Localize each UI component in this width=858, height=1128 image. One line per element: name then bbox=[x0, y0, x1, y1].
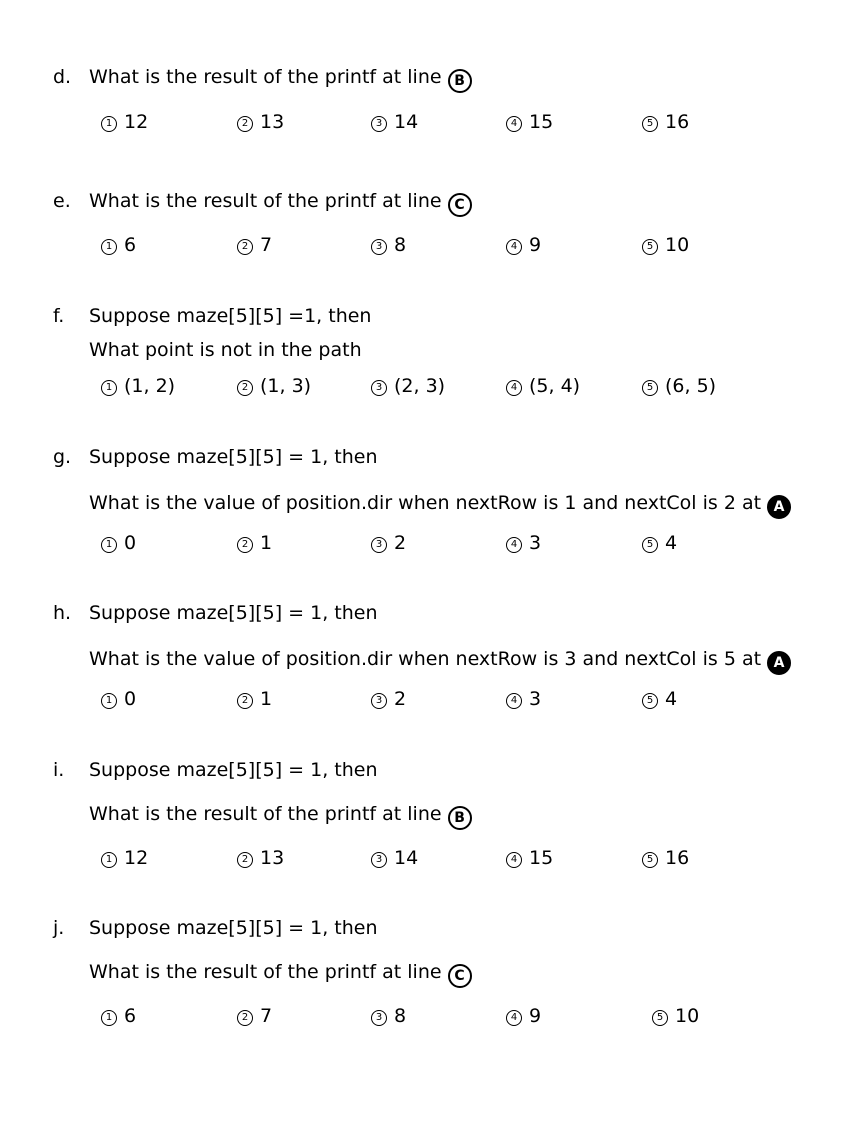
question-text: What is the result of the printf at line B bbox=[89, 65, 472, 93]
question-subtext: What is the value of position.dir when nextRow is 1 and nextCol is 2 at A bbox=[89, 491, 791, 519]
option-2[interactable]: 2 1 bbox=[237, 531, 272, 555]
option-2[interactable]: 2 13 bbox=[237, 846, 284, 870]
option-2[interactable]: 2 1 bbox=[237, 687, 272, 711]
question-text: Suppose maze[5][5] = 1, then bbox=[89, 602, 378, 624]
question-text: Suppose maze[5][5] =1, then bbox=[89, 305, 372, 327]
option-1[interactable]: 1 (1, 2) bbox=[101, 374, 175, 398]
option-1[interactable]: 1 6 bbox=[101, 233, 136, 257]
line-marker-icon: C bbox=[448, 964, 472, 988]
option-5[interactable]: 5 4 bbox=[642, 531, 677, 555]
option-1[interactable]: 1 0 bbox=[101, 531, 136, 555]
line-marker-icon: A bbox=[767, 651, 791, 675]
question-label: j. bbox=[53, 917, 65, 939]
option-5[interactable]: 5 (6, 5) bbox=[642, 374, 716, 398]
question-label: g. bbox=[53, 446, 72, 468]
option-3[interactable]: 3 2 bbox=[371, 531, 406, 555]
question-label: h. bbox=[53, 602, 72, 624]
option-4[interactable]: 4 9 bbox=[506, 233, 541, 257]
option-5[interactable]: 5 10 bbox=[652, 1004, 699, 1028]
option-4[interactable]: 4 15 bbox=[506, 846, 553, 870]
question-subtext: What is the result of the printf at line C bbox=[89, 960, 472, 988]
option-5[interactable]: 5 16 bbox=[642, 110, 689, 134]
option-4[interactable]: 4 9 bbox=[506, 1004, 541, 1028]
option-4[interactable]: 4 (5, 4) bbox=[506, 374, 580, 398]
option-2[interactable]: 2 7 bbox=[237, 233, 272, 257]
question-label: d. bbox=[53, 66, 72, 88]
option-3[interactable]: 3 2 bbox=[371, 687, 406, 711]
question-text: Suppose maze[5][5] = 1, then bbox=[89, 917, 378, 939]
option-2[interactable]: 2 (1, 3) bbox=[237, 374, 311, 398]
question-subtext: What point is not in the path bbox=[89, 339, 362, 361]
option-5[interactable]: 5 16 bbox=[642, 846, 689, 870]
line-marker-icon: B bbox=[448, 69, 472, 93]
option-3[interactable]: 3 14 bbox=[371, 846, 418, 870]
option-5[interactable]: 5 10 bbox=[642, 233, 689, 257]
question-label: e. bbox=[53, 190, 71, 212]
question-label: i. bbox=[53, 759, 65, 781]
option-3[interactable]: 3 (2, 3) bbox=[371, 374, 445, 398]
option-1[interactable]: 1 12 bbox=[101, 846, 148, 870]
line-marker-icon: C bbox=[448, 193, 472, 217]
option-4[interactable]: 4 3 bbox=[506, 531, 541, 555]
question-subtext: What is the result of the printf at line B bbox=[89, 802, 472, 830]
option-3[interactable]: 3 14 bbox=[371, 110, 418, 134]
question-subtext: What is the value of position.dir when nextRow is 3 and nextCol is 5 at A bbox=[89, 647, 791, 675]
option-3[interactable]: 3 8 bbox=[371, 1004, 406, 1028]
option-4[interactable]: 4 3 bbox=[506, 687, 541, 711]
question-text: What is the result of the printf at line C bbox=[89, 189, 472, 217]
option-1[interactable]: 1 0 bbox=[101, 687, 136, 711]
option-3[interactable]: 3 8 bbox=[371, 233, 406, 257]
option-1[interactable]: 1 12 bbox=[101, 110, 148, 134]
option-2[interactable]: 2 13 bbox=[237, 110, 284, 134]
line-marker-icon: A bbox=[767, 495, 791, 519]
option-5[interactable]: 5 4 bbox=[642, 687, 677, 711]
line-marker-icon: B bbox=[448, 806, 472, 830]
option-4[interactable]: 4 15 bbox=[506, 110, 553, 134]
option-1[interactable]: 1 6 bbox=[101, 1004, 136, 1028]
option-2[interactable]: 2 7 bbox=[237, 1004, 272, 1028]
question-label: f. bbox=[53, 305, 65, 327]
question-text: Suppose maze[5][5] = 1, then bbox=[89, 446, 378, 468]
question-text: Suppose maze[5][5] = 1, then bbox=[89, 759, 378, 781]
